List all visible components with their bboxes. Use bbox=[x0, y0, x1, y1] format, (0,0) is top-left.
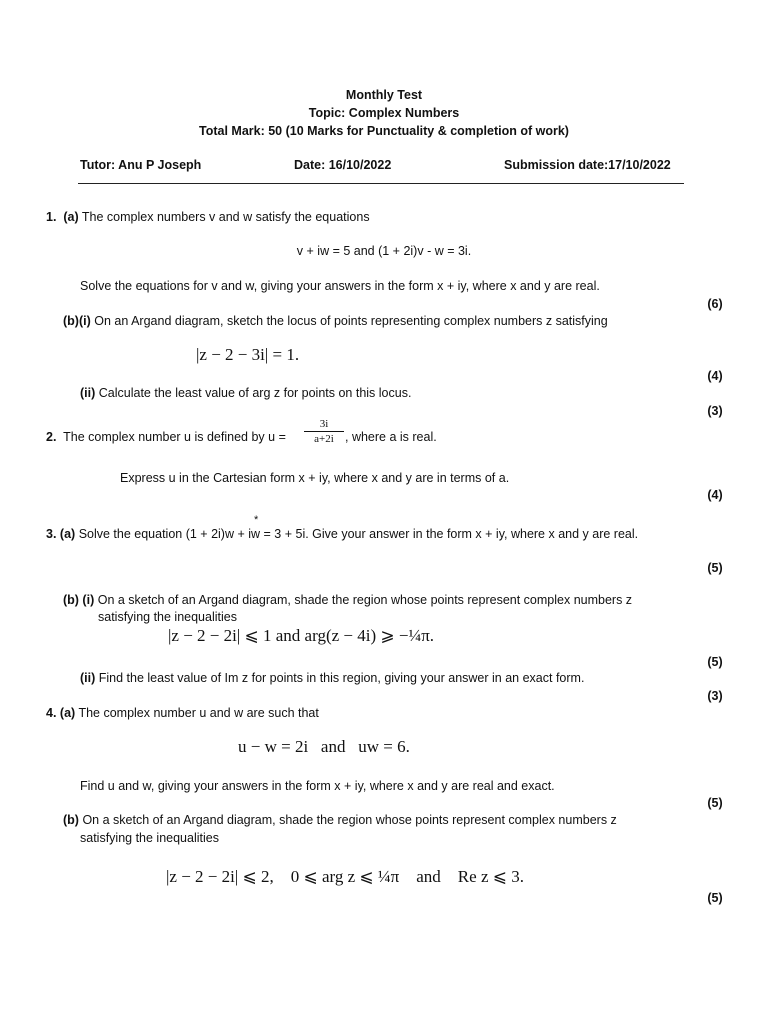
q3a-mark: (5) bbox=[707, 561, 723, 575]
question-4-part-b bbox=[63, 813, 617, 827]
question-number: 1. bbox=[46, 210, 57, 224]
question-text: Calculate the least value of arg z for points on this locus. bbox=[98, 386, 412, 400]
test-topic: Topic: Complex Numbers bbox=[308, 106, 460, 120]
q1a-mark: (6) bbox=[707, 297, 723, 311]
q3bi-inequalities: |z − 2 − 2i| ⩽ 1 and arg(z − 4i) ⩾ −¼π. bbox=[168, 626, 435, 645]
question-text-continued: = 3 + 5i. Give your answer in the form x + iy, where x and y are real. bbox=[260, 527, 639, 541]
question-3-part-bii bbox=[80, 671, 584, 685]
q4a-instruction: Find u and w, giving your answers in the form x + iy, where x and y are real and exact. bbox=[80, 779, 555, 793]
q4b-inequalities: |z − 2 − 2i| ⩽ 2, 0 ⩽ arg z ⩽ ¼π and Re z ⩽ 3. bbox=[166, 867, 524, 886]
question-1-part-a bbox=[46, 210, 370, 224]
question-text: The complex number u is defined by u = bbox=[63, 430, 286, 444]
part-label: (b) bbox=[63, 813, 79, 827]
question-text: On a sketch of an Argand diagram, shade the region whose points represent complex numbers z bbox=[97, 593, 633, 607]
tutor-name: Tutor: Anu P Joseph bbox=[80, 158, 202, 172]
header-divider bbox=[78, 183, 684, 184]
question-text: Find the least value of Im z for points in this region, giving your answer in an exact form. bbox=[98, 671, 585, 685]
question-number: 4. bbox=[46, 706, 57, 720]
total-mark: Total Mark: 50 (10 Marks for Punctuality & completion of work) bbox=[199, 124, 569, 138]
q3bi-mark: (5) bbox=[707, 655, 723, 669]
fraction-denominator: a+2i bbox=[314, 433, 334, 445]
q3bi-text-continued: satisfying the inequalities bbox=[98, 610, 237, 624]
q4a-equation: u − w = 2i and uw = 6. bbox=[238, 737, 410, 756]
part-label: (a) bbox=[59, 527, 76, 541]
part-label: (ii) bbox=[80, 386, 96, 400]
question-number: 3. bbox=[46, 527, 57, 541]
question-1-part-bii bbox=[80, 386, 411, 400]
q2-fraction bbox=[304, 418, 344, 445]
q4b-text-continued: satisfying the inequalities bbox=[80, 831, 219, 845]
question-2 bbox=[46, 430, 286, 444]
q2-condition: , where a is real. bbox=[345, 430, 437, 444]
part-label: (ii) bbox=[80, 671, 96, 685]
q4b-mark: (5) bbox=[707, 891, 723, 905]
part-label: (a) bbox=[63, 210, 79, 224]
q2-instruction: Express u in the Cartesian form x + iy, where x and y are in terms of a. bbox=[120, 471, 510, 485]
part-label: (a) bbox=[59, 706, 76, 720]
question-text: On a sketch of an Argand diagram, shade the region whose points represent complex numbers z bbox=[82, 813, 617, 827]
fraction-bar bbox=[304, 431, 344, 432]
fraction-numerator: 3i bbox=[319, 418, 329, 430]
question-1-part-bi bbox=[63, 314, 608, 328]
q4a-mark: (5) bbox=[707, 796, 723, 810]
conjugate-star: * bbox=[254, 514, 259, 526]
question-text: Solve the equation (1 + 2i)w + iw bbox=[78, 527, 261, 541]
part-label: (b) (i) bbox=[63, 593, 95, 607]
q1a-instruction: Solve the equations for v and w, giving your answers in the form x + iy, where x and y are real. bbox=[80, 279, 600, 293]
part-label: (b)(i) bbox=[63, 314, 91, 328]
q1a-equation: v + iw = 5 and (1 + 2i)v - w = 3i. bbox=[296, 244, 472, 258]
question-text: On an Argand diagram, sketch the locus of points representing complex numbers z satisfying bbox=[94, 314, 608, 328]
submission-date: Submission date:17/10/2022 bbox=[504, 158, 671, 172]
q3bii-mark: (3) bbox=[707, 689, 723, 703]
q1bi-mark: (4) bbox=[707, 369, 723, 383]
q1bii-mark: (3) bbox=[707, 404, 723, 418]
test-date: Date: 16/10/2022 bbox=[294, 158, 392, 172]
question-number: 2. bbox=[46, 430, 57, 444]
test-title: Monthly Test bbox=[345, 88, 423, 102]
q1bi-equation: |z − 2 − 3i| = 1. bbox=[196, 345, 300, 364]
question-4-part-a bbox=[46, 706, 319, 720]
question-3-part-a bbox=[46, 514, 639, 541]
question-3-part-bi bbox=[63, 593, 632, 607]
question-text: The complex number u and w are such that bbox=[78, 706, 319, 720]
q2-mark: (4) bbox=[707, 488, 723, 502]
question-text: The complex numbers v and w satisfy the equations bbox=[81, 210, 370, 224]
